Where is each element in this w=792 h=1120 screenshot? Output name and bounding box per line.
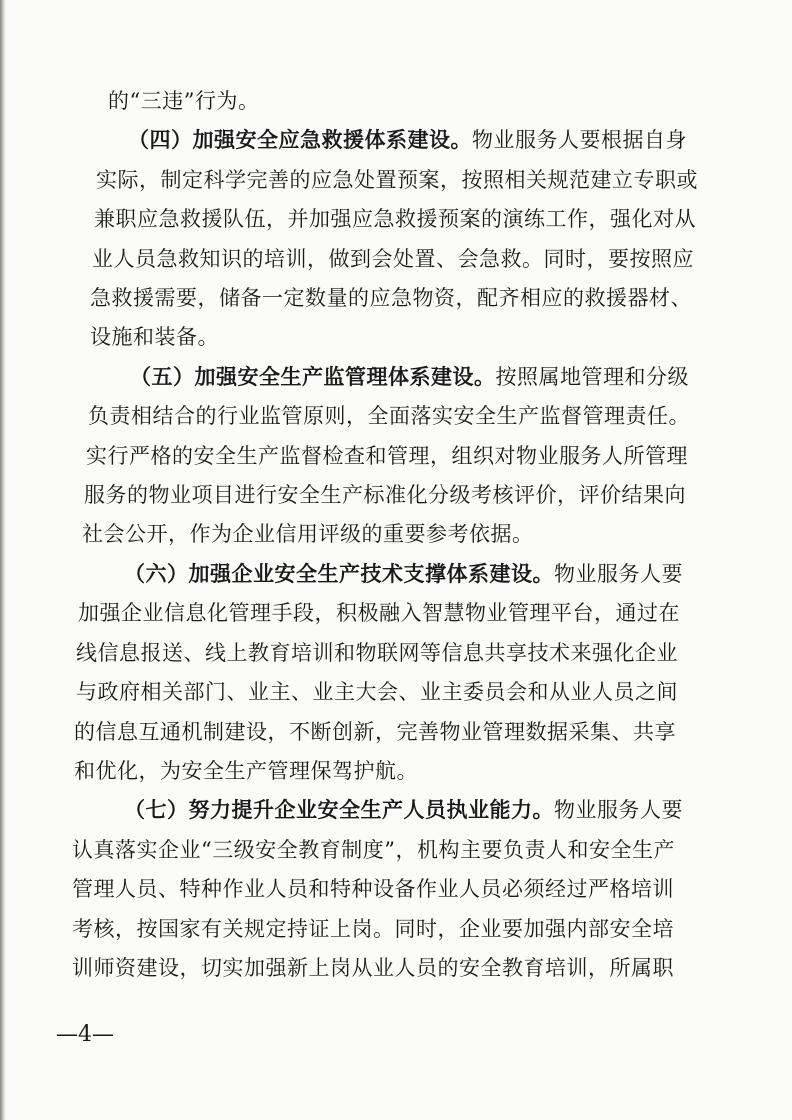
text-line: 训师资建设，切实加强新上岗从业人员的安全教育培训，所属职 [72, 955, 674, 980]
text-line [72, 791, 752, 830]
text-line [72, 358, 752, 397]
text-line: 认真落实企业“三级安全教育制度”，机构主要负责人和安全生产 [72, 837, 675, 862]
document-body [72, 82, 752, 988]
text-line: 加强企业信息化管理手段，积极融入智慧物业管理平台，通过在 [78, 601, 680, 626]
paragraph-personnel-capability [72, 791, 752, 988]
text-line: 管理人员、特种作业人员和特种设备作业人员必须经过严格培训 [72, 877, 674, 902]
text-line [72, 555, 752, 594]
text-line: 实际，制定科学完善的应急处置预案，按照相关规范建立专职或 [96, 167, 698, 192]
text-line: 考核，按国家有关规定持证上岗。同时，企业要加强内部安全培 [72, 916, 674, 941]
text-line: 负责相结合的行业监管原则，全面落实安全生产监督管理责任。 [88, 404, 690, 429]
text-line [72, 121, 752, 160]
text-line: 设施和装备。 [90, 325, 219, 350]
page-edge-shadow [0, 0, 6, 1120]
text-line: 实行严格的安全生产监督检查和管理，组织对物业服务人所管理 [86, 443, 688, 468]
text-line: 服务的物业项目进行安全生产标准化分级考核评价，评价结果向 [84, 483, 686, 508]
text-run: 物业服务人要 [554, 561, 683, 586]
page-number: —4— [56, 1022, 114, 1047]
text-line: 业人员急救知识的培训，做到会处置、会急救。同时，要按照应 [92, 246, 694, 271]
section-heading-7: （七）努力提升企业安全生产人员执业能力。 [124, 798, 554, 823]
text-run: 按照属地管理和分级 [495, 364, 689, 389]
paragraph-emergency-rescue [72, 121, 752, 357]
text-line: 的信息互通机制建设，不断创新，完善物业管理数据采集、共享 [74, 719, 676, 744]
paragraph-safety-supervision [72, 358, 752, 555]
paragraph-continuation [72, 82, 752, 121]
text-line: 与政府相关部门、业主、业主大会、业主委员会和从业人员之间 [76, 680, 678, 705]
section-heading-4: （四）加强安全应急救援体系建设。 [128, 128, 472, 153]
section-heading-6: （六）加强企业安全生产技术支撑体系建设。 [124, 561, 554, 586]
text-run: 物业服务人要根据自身 [472, 128, 687, 153]
text-line: 社会公开，作为企业信用评级的重要参考依据。 [82, 522, 534, 547]
section-heading-5: （五）加强安全生产监管理体系建设。 [130, 364, 496, 389]
text-line: 兼职应急救援队伍，并加强应急救援预案的演练工作，强化对从 [94, 207, 696, 232]
text-line: 和优化，为安全生产管理保驾护航。 [74, 758, 418, 783]
text-line: 的“三违”行为。 [108, 89, 260, 113]
text-line: 线信息报送、线上教育培训和物联网等信息共享技术来强化企业 [76, 640, 678, 665]
text-line: 急救援需要，储备一定数量的应急物资，配齐相应的救援器材、 [90, 286, 692, 311]
text-run: 物业服务人要 [554, 798, 683, 823]
paragraph-tech-support [72, 555, 752, 791]
